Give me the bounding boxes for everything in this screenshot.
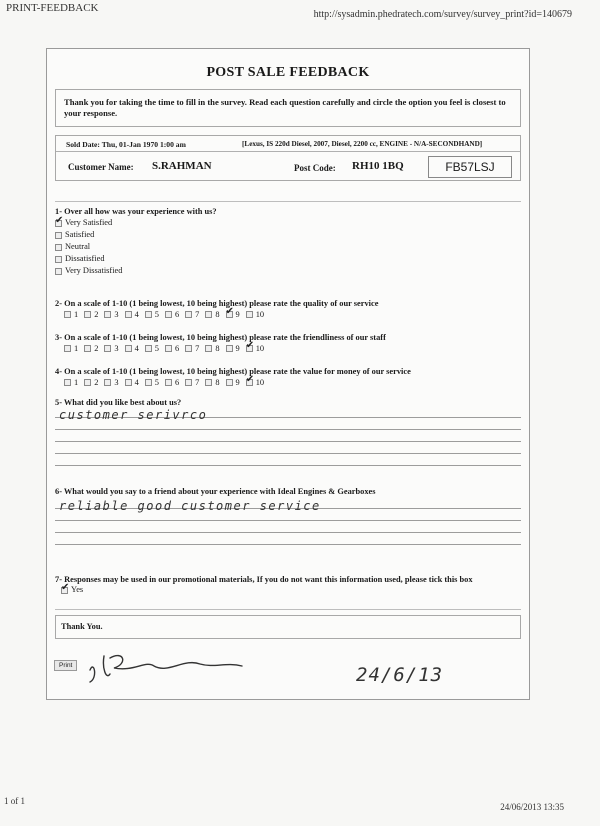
intro-text: Thank you for taking the time to fill in the survey. Read each question carefully and circle the option you feel is closest to your response. <box>55 89 521 127</box>
scale-label: 8 <box>215 310 220 319</box>
answer-line <box>55 532 521 533</box>
scale-option[interactable] <box>246 344 264 353</box>
question-4 <box>55 367 521 387</box>
print-button[interactable]: Print <box>54 660 77 671</box>
scale-checkbox[interactable] <box>185 345 192 352</box>
print-header-title: PRINT-FEEDBACK <box>6 2 99 14</box>
question-1-options <box>55 217 521 277</box>
vehicle-description: [Lexus, IS 220d Diesel, 2007, Diesel, 2200 cc, ENGINE - N/A-SECONDHAND] <box>242 140 483 148</box>
scale-option[interactable] <box>226 378 240 387</box>
scale-label: 9 <box>235 344 240 353</box>
scale-option[interactable] <box>205 310 219 319</box>
question-7-option-label: Yes <box>71 585 84 594</box>
question-1-option[interactable] <box>55 253 521 265</box>
question-5-title: 5- What did you like best about us? <box>55 398 182 407</box>
question-6 <box>55 487 521 545</box>
option-label: Dissatisfied <box>65 254 105 263</box>
signature-date: 24/6/13 <box>356 664 444 686</box>
question-1-option[interactable] <box>55 217 521 229</box>
scale-option[interactable] <box>145 310 159 319</box>
scale-label: 4 <box>134 310 139 319</box>
scale-label: 8 <box>215 344 220 353</box>
scale-checkbox[interactable] <box>246 311 253 318</box>
divider <box>55 201 521 202</box>
question-1-title: 1- Over all how was your experience with us? <box>55 207 217 216</box>
scale-checkbox[interactable] <box>84 345 91 352</box>
scale-label: 6 <box>174 310 180 319</box>
scale-label: 1 <box>74 378 79 387</box>
question-6-title: 6- What would you say to a friend about your experience with Ideal Engines & Gearboxes <box>55 487 376 496</box>
scale-option[interactable] <box>226 344 240 353</box>
scale-option[interactable] <box>64 344 78 353</box>
post-code-label: Post Code: <box>294 163 336 173</box>
option-label: Satisfied <box>65 230 95 239</box>
scale-checkbox[interactable] <box>205 379 212 386</box>
question-7 <box>55 575 521 596</box>
scale-label: 3 <box>114 310 119 319</box>
scale-option[interactable] <box>205 378 219 387</box>
divider <box>55 609 521 610</box>
print-footer-pages: 1 of 1 <box>4 796 25 806</box>
scale-label: 10 <box>255 310 265 319</box>
scale-checkbox[interactable] <box>226 379 233 386</box>
scale-option[interactable] <box>185 344 199 353</box>
scale-checkbox[interactable] <box>104 311 111 318</box>
question-1-option[interactable] <box>55 241 521 253</box>
scale-checkbox[interactable] <box>145 311 152 318</box>
scale-option[interactable] <box>104 378 118 387</box>
answer-line <box>55 465 521 466</box>
answer-line <box>55 520 521 521</box>
question-6-answer-lines <box>55 499 521 545</box>
scale-option[interactable] <box>84 378 98 387</box>
question-2 <box>55 299 521 319</box>
scale-label: 3 <box>114 344 119 353</box>
scale-checkbox[interactable] <box>84 379 91 386</box>
scale-checkbox[interactable] <box>145 345 152 352</box>
scale-label: 10 <box>255 344 265 353</box>
option-label: Very Dissatisfied <box>65 266 123 275</box>
answer-line <box>55 544 521 545</box>
scale-label: 5 <box>154 310 159 319</box>
scale-label: 9 <box>235 378 240 387</box>
answer-line <box>55 453 521 454</box>
form-title: POST SALE FEEDBACK <box>206 65 370 80</box>
scale-checkbox[interactable] <box>125 345 132 352</box>
scale-checkbox[interactable] <box>165 311 172 318</box>
registration-box: FB57LSJ <box>428 156 512 178</box>
scale-option[interactable] <box>185 310 199 319</box>
scale-checkbox[interactable] <box>145 379 152 386</box>
print-header-url: http://sysadmin.phedratech.com/survey/survey_print?id=140679 <box>313 9 572 20</box>
customer-name-value: S.RAHMAN <box>152 160 212 172</box>
scale-label: 7 <box>195 310 200 319</box>
scale-option[interactable] <box>205 344 219 353</box>
scale-checkbox[interactable] <box>64 345 71 352</box>
option-checkbox[interactable] <box>55 232 62 239</box>
customer-details <box>55 135 521 181</box>
question-7-option[interactable] <box>61 584 521 596</box>
scale-label: 6 <box>174 378 180 387</box>
feedback-form <box>46 48 530 700</box>
scale-option[interactable] <box>165 378 179 387</box>
scale-label: 2 <box>94 378 99 387</box>
option-checkbox[interactable] <box>55 220 62 227</box>
question-6-handwritten-answer: reliable good customer service <box>59 499 321 513</box>
scale-checkbox[interactable] <box>185 379 192 386</box>
question-3-title: 3- On a scale of 1-10 (1 being lowest, 10 being highest) please rate the friendliness of our staff <box>55 333 386 342</box>
scale-label: 4 <box>134 344 139 353</box>
question-2-scale <box>64 310 521 319</box>
scale-checkbox[interactable] <box>64 379 71 386</box>
scale-option[interactable] <box>125 378 139 387</box>
scale-label: 6 <box>174 344 180 353</box>
scale-option[interactable] <box>185 378 199 387</box>
customer-signature <box>84 646 254 686</box>
scale-label: 7 <box>195 344 200 353</box>
post-code-value: RH10 1BQ <box>352 160 404 172</box>
question-5-answer-lines <box>55 408 521 466</box>
sold-date: Sold Date: Thu, 01-Jan 1970 1:00 am <box>66 140 186 149</box>
scale-checkbox[interactable] <box>125 379 132 386</box>
option-checkbox[interactable] <box>55 268 62 275</box>
scale-option[interactable] <box>226 310 240 319</box>
scale-label: 2 <box>94 344 99 353</box>
scale-option[interactable] <box>84 344 98 353</box>
scale-option[interactable] <box>145 378 159 387</box>
question-1 <box>55 207 521 277</box>
scale-checkbox[interactable] <box>205 311 212 318</box>
scale-option[interactable] <box>246 378 264 387</box>
answer-line <box>55 441 521 442</box>
scale-label: 8 <box>215 378 220 387</box>
question-2-title: 2- On a scale of 1-10 (1 being lowest, 10 being highest) please rate the quality of our service <box>55 299 379 308</box>
question-4-title: 4- On a scale of 1-10 (1 being lowest, 10 being highest) please rate the value for money of our service <box>55 367 411 376</box>
thank-you-box: Thank You. <box>55 615 521 639</box>
scale-checkbox[interactable] <box>185 311 192 318</box>
scale-checkbox[interactable] <box>226 311 233 318</box>
scale-checkbox[interactable] <box>165 379 172 386</box>
scale-option[interactable] <box>246 310 264 319</box>
scale-label: 9 <box>235 310 240 319</box>
scale-checkbox[interactable] <box>64 311 71 318</box>
scale-option[interactable] <box>84 310 98 319</box>
consent-checkbox[interactable] <box>61 587 68 594</box>
scale-checkbox[interactable] <box>165 345 172 352</box>
option-checkbox[interactable] <box>55 244 62 251</box>
option-checkbox[interactable] <box>55 256 62 263</box>
scale-option[interactable] <box>104 344 118 353</box>
customer-name-label: Customer Name: <box>68 162 134 172</box>
scale-label: 2 <box>94 310 99 319</box>
question-5-handwritten-answer: customer serivrco <box>59 408 208 422</box>
question-7-title: 7- Responses may be used in our promotional materials, If you do not want this information used, please tick this box <box>55 575 473 584</box>
scale-checkbox[interactable] <box>104 379 111 386</box>
scale-checkbox[interactable] <box>246 345 253 352</box>
scale-option[interactable] <box>125 344 139 353</box>
answer-line <box>55 429 521 430</box>
scale-checkbox[interactable] <box>205 345 212 352</box>
question-1-option[interactable] <box>55 229 521 241</box>
question-3-scale <box>64 344 521 353</box>
scale-label: 3 <box>114 378 119 387</box>
scale-label: 7 <box>195 378 200 387</box>
scale-checkbox[interactable] <box>125 311 132 318</box>
print-footer-timestamp: 24/06/2013 13:35 <box>500 802 564 812</box>
scale-label: 5 <box>154 378 159 387</box>
scale-checkbox[interactable] <box>226 345 233 352</box>
scale-option[interactable] <box>165 344 179 353</box>
sold-row <box>56 136 520 152</box>
scale-option[interactable] <box>165 310 179 319</box>
scale-label: 10 <box>255 378 265 387</box>
scale-option[interactable] <box>64 310 78 319</box>
scale-label: 1 <box>74 310 79 319</box>
scale-option[interactable] <box>125 310 139 319</box>
question-4-scale <box>64 378 521 387</box>
scale-label: 4 <box>134 378 139 387</box>
option-label: Very Satisfied <box>65 218 113 227</box>
option-label: Neutral <box>65 242 91 251</box>
scale-label: 1 <box>74 344 79 353</box>
question-5 <box>55 398 521 466</box>
scale-checkbox[interactable] <box>246 379 253 386</box>
scale-label: 5 <box>154 344 159 353</box>
scale-option[interactable] <box>64 378 78 387</box>
scale-option[interactable] <box>145 344 159 353</box>
question-3 <box>55 333 521 353</box>
scale-option[interactable] <box>104 310 118 319</box>
scale-checkbox[interactable] <box>84 311 91 318</box>
scale-checkbox[interactable] <box>104 345 111 352</box>
question-1-option[interactable] <box>55 265 521 277</box>
